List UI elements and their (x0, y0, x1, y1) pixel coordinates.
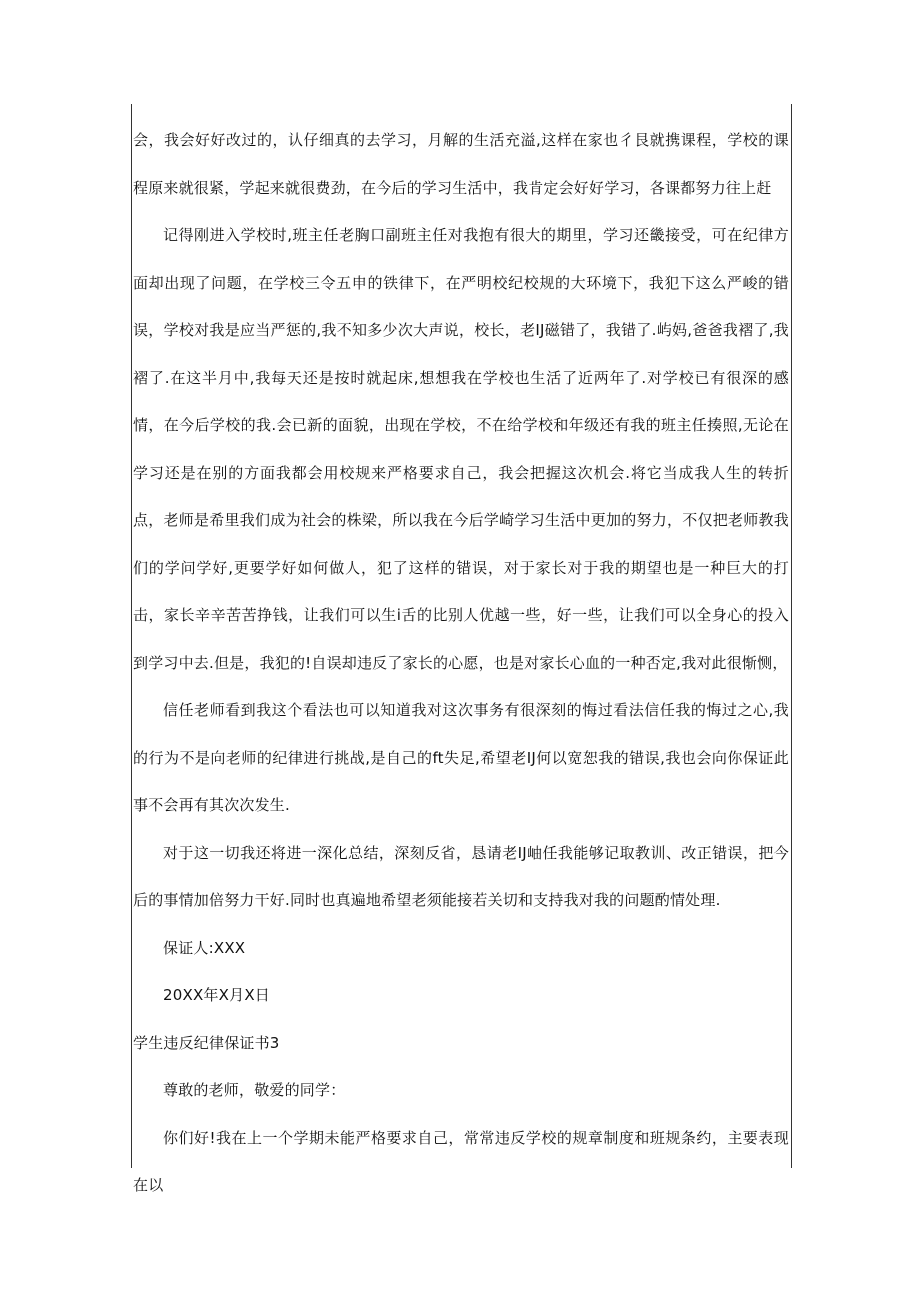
paragraph-continued: 会，我会好好改过的，认仔细真的去学习，月解的生活充溢,这样在家也彳艮就携课程，学校的课程原来就很紧，学起来就很费劲，在今后的学习生活中，我肯定会好好学习，各课都努力往上赶 (133, 131, 789, 197)
date-line: 20XX年X月X日 (163, 986, 270, 1004)
paragraph-greeting: 你们好!我在上一个学期未能严格要求自己，常常违反学校的规章制度和班规条约，主要表现在以 (133, 1128, 789, 1194)
left-margin-rule (131, 104, 132, 1168)
paragraph-entering-school: 记得刚进入学校时,班主任老胸口副班主任对我抱有很大的期里，学习还畿接受，可在纪律方面却出现了问题，在学校三令五申的铁律下，在严明校纪校规的大环境下，我犯下这么严峻的错误，学校对我是应当严惩的,我不知多少次大声说，校长，老IJ磁错了，我错了.屿妈,爸爸我褶了,我褶了.在这半月中,我每天还是按时就起床,想想我在学校也生活了近两年了.对学校已有很深的感情，在今后学校的我.会已新的面貌，出现在学校，不在给学校和年级还有我的班主任揍照,无论在学习还是在别的方面我都会用校规来严格要求自己，我会把握这次机会.将它当成我人生的转折点，老师是希里我们成为社会的株梁，所以我在今后学崎学习生活中更加的努力，不仅把老师教我们的学问学好,更要学好如何做人，犯了这样的错误，对于家长对于我的期望也是一种巨大的打击，家长辛辛苦苦挣钱，让我们可以生i舌的比别人优越一些，好一些，让我们可以全身心的投入到学习中去.但是，我犯的!自误却违反了家长的心愿，也是对家长心血的一种否定,我对此很惭恻， (133, 226, 789, 672)
paragraph-reflection: 对于这一切我还将进一深化总结，深刻反省，恳请老IJ岫任我能够记取教训、改正错误，把今后的事情加倍努力干好.同时也真遍地希望老须能接若关切和支持我对我的问题酌情处理. (133, 843, 789, 909)
document-body (133, 117, 789, 1210)
salutation: 尊敢的老师，敬爱的同学： (163, 1081, 346, 1099)
paragraph-trust-teacher: 信任老师看到我这个看法也可以知道我对这次事务有很深刻的悔过看法信任我的悔过之心,我的行为不是向老师的纪律进行挑战,是自己的ft失足,希望老IJ何以宽恕我的错误,我也会向你保证此事不会再有其次次发生. (133, 701, 789, 814)
right-margin-rule (791, 104, 792, 1168)
guarantor-line: 保证人:XXX (163, 938, 246, 957)
section-heading: 学生违反纪律保证书3 (133, 1033, 280, 1052)
